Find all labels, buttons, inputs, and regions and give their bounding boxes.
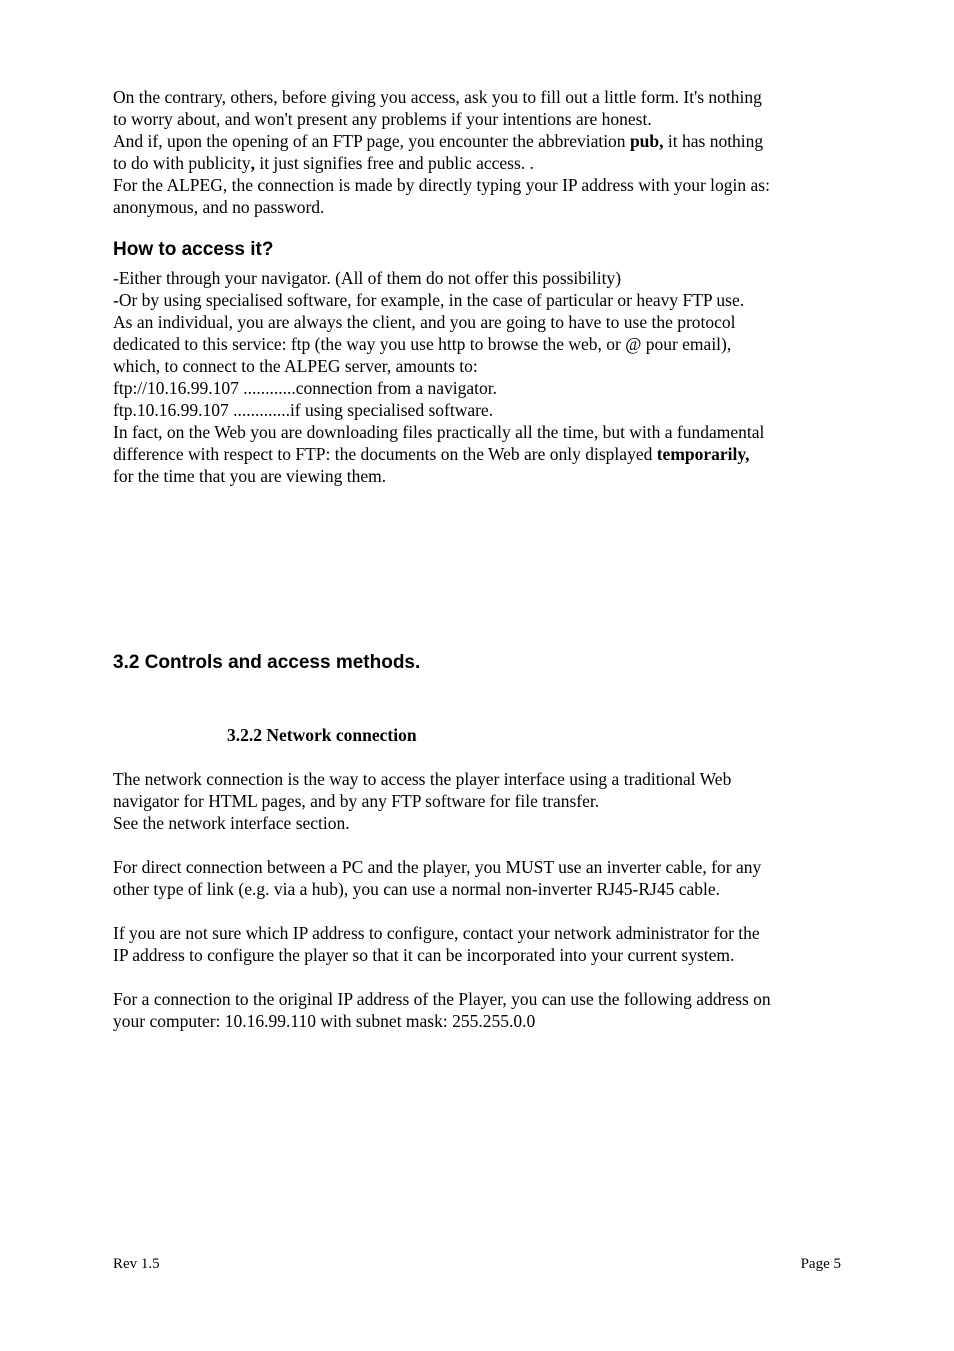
text-span: difference with respect to FTP: the documents on the Web are only displayed	[113, 444, 657, 464]
text-line: On the contrary, others, before giving you access, ask you to fill out a little form. It's nothing	[113, 87, 762, 107]
text-line: navigator for HTML pages, and by any FTP software for file transfer.	[113, 791, 600, 811]
section-heading-how-to-access: How to access it?	[113, 239, 274, 260]
text-span: And if, upon the opening of an FTP page, you encounter the abbreviation	[113, 131, 630, 151]
bold-term-temporarily: temporarily,	[656, 444, 750, 464]
text-line: The network connection is the way to access the player interface using a traditional Web	[113, 769, 732, 789]
text-line: For the ALPEG, the connection is made by directly typing your IP address with your login as:	[113, 175, 770, 195]
text-line	[113, 443, 853, 465]
text-line: which, to connect to the ALPEG server, amounts to:	[113, 356, 478, 376]
text-line: dedicated to this service: ftp (the way you use http to browse the web, or @ pour email),	[113, 334, 732, 354]
text-line: -Either through your navigator. (All of them do not offer this possibility)	[113, 268, 622, 288]
text-span: to do with publicity	[113, 153, 251, 173]
footer-revision: Rev 1.5	[113, 1256, 160, 1272]
text-line: for the time that you are viewing them.	[113, 466, 387, 486]
text-line: anonymous, and no password.	[113, 197, 325, 217]
footer-page-number: Page 5	[800, 1256, 841, 1272]
text-line: As an individual, you are always the client, and you are going to have to use the protocol	[113, 312, 736, 332]
subsection-heading-network-connection: 3.2.2 Network connection	[227, 725, 417, 745]
text-line: In fact, on the Web you are downloading files practically all the time, but with a fundamental	[113, 422, 765, 442]
ftp-software-line: ftp.10.16.99.107 .............if using specialised software.	[113, 400, 494, 420]
text-line: -Or by using specialised software, for example, in the case of particular or heavy FTP use.	[113, 290, 745, 310]
text-line: other type of link (e.g. via a hub), you can use a normal non-inverter RJ45-RJ45 cable.	[113, 879, 720, 899]
text-line	[113, 152, 853, 174]
text-line: If you are not sure which IP address to configure, contact your network administrator for the	[113, 923, 760, 943]
network-section-body	[113, 768, 853, 1032]
text-line: to worry about, and won't present any problems if your intentions are honest.	[113, 109, 652, 129]
text-line: See the network interface section.	[113, 813, 350, 833]
text-line	[113, 130, 853, 152]
access-paragraph	[113, 267, 853, 487]
paragraph-gap	[113, 834, 853, 856]
intro-paragraph	[113, 86, 853, 218]
text-line: For a connection to the original IP address of the Player, you can use the following address on	[113, 989, 771, 1009]
text-span: it has nothing	[663, 131, 764, 151]
text-line: IP address to configure the player so that it can be incorporated into your current system.	[113, 945, 735, 965]
section-heading-controls: 3.2 Controls and access methods.	[113, 652, 421, 673]
paragraph-gap	[113, 966, 853, 988]
text-line: your computer: 10.16.99.110 with subnet mask: 255.255.0.0	[113, 1011, 536, 1031]
bold-comma: ,	[250, 153, 255, 173]
ftp-navigator-line: ftp://10.16.99.107 ............connection from a navigator.	[113, 378, 497, 398]
bold-term-pub: pub,	[629, 131, 664, 151]
text-line: For direct connection between a PC and the player, you MUST use an inverter cable, for any	[113, 857, 762, 877]
paragraph-gap	[113, 900, 853, 922]
text-span: it just signifies free and public access. .	[254, 153, 534, 173]
